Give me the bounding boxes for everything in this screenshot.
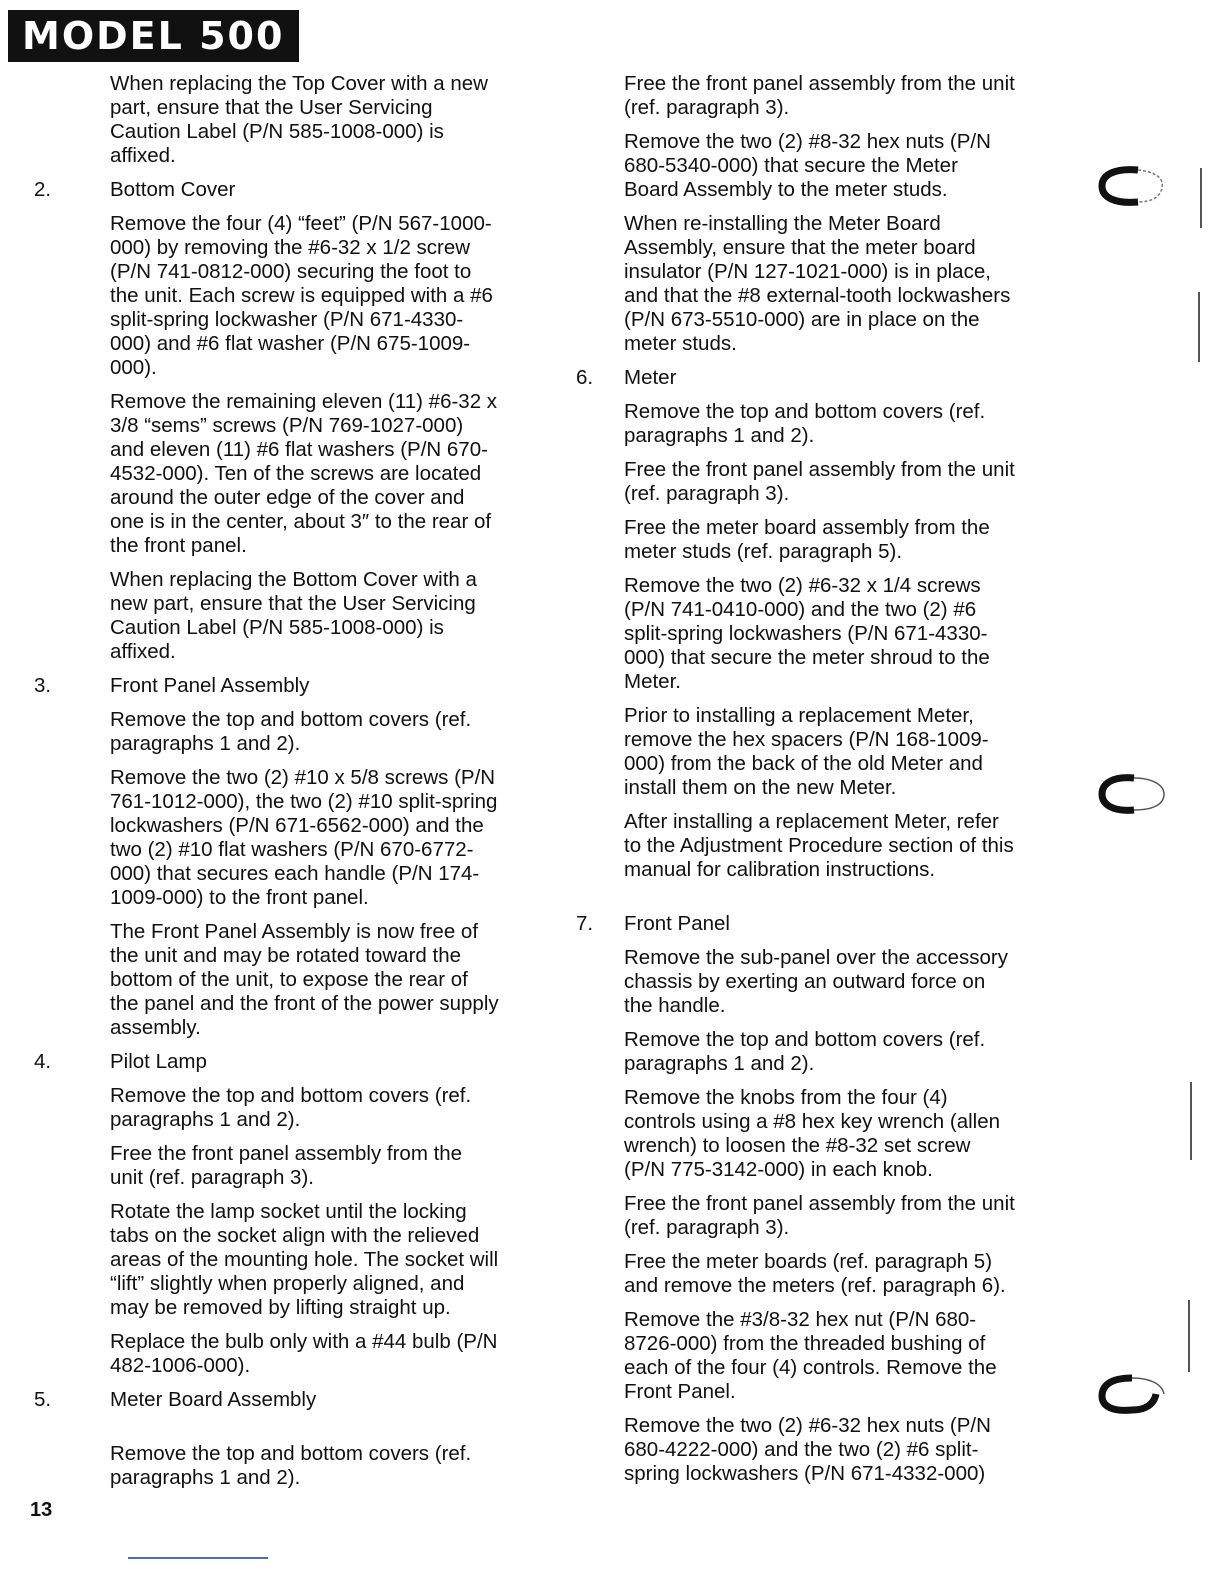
section-4-heading	[30, 1050, 500, 1074]
section-title: Meter Board Assembly	[110, 1388, 317, 1411]
paragraph: Remove the two (2) #6-32 x 1/4 screws (P/N 741-0410-000) and the two (2) #6 split-spring lockwashers (P/N 671-4330-000) that secure the meter shroud to the Meter.	[624, 574, 990, 693]
scan-mark	[1198, 292, 1200, 362]
section-5-heading	[30, 1388, 500, 1412]
paragraph: Free the front panel assembly from the unit (ref. paragraph 3).	[624, 1192, 1015, 1239]
paragraph: Prior to installing a replacement Meter, remove the hex spacers (P/N 168-1009-000) from the back of the old Meter and install them on the new Meter.	[624, 704, 989, 799]
paragraph: Rotate the lamp socket until the locking tabs on the socket align with the relieved areas of the mounting hole. The socket will “lift” slightly when properly aligned, and may be removed by lifting straight up.	[110, 1200, 499, 1319]
paragraph: Remove the two (2) #10 x 5/8 screws (P/N 761-1012-000), the two (2) #10 split-spring lockwashers (P/N 671-6562-000) and the two (2) #10 flat washers (P/N 670-6772-000) that secures each handle (P/N 174-1009-000) to the front panel.	[110, 766, 498, 909]
section-number: 3.	[34, 674, 52, 697]
paragraph: Free the front panel assembly from the unit (ref. paragraph 3).	[110, 1142, 463, 1189]
paragraph: Remove the two (2) #6-32 hex nuts (P/N 680-4222-000) and the two (2) #6 split-spring lockwashers (P/N 671-4332-000)	[624, 1414, 991, 1485]
section-number: 6.	[576, 366, 594, 389]
section-title: Front Panel Assembly	[110, 674, 310, 697]
section-number: 7.	[576, 912, 594, 935]
paragraph: Replace the bulb only with a #44 bulb (P/N 482-1006-000).	[110, 1330, 498, 1377]
scan-mark	[1188, 1300, 1190, 1372]
scan-mark	[1200, 168, 1202, 228]
paragraph: Remove the #3/8-32 hex nut (P/N 680-8726-000) from the threaded bushing of each of the four (4) controls. Remove the Front Panel.	[624, 1308, 997, 1403]
section-title: Bottom Cover	[110, 178, 236, 201]
paragraph: Remove the knobs from the four (4) controls using a #8 hex key wrench (allen wrench) to loosen the #8-32 set screw (P/N 775-3142-000) in each knob.	[624, 1086, 1001, 1181]
paragraph: Remove the two (2) #8-32 hex nuts (P/N 680-5340-000) that secure the Meter Board Assembly to the meter studs.	[624, 130, 991, 201]
paragraph: Free the front panel assembly from the unit (ref. paragraph 3).	[624, 458, 1015, 505]
paragraph: When re-installing the Meter Board Assembly, ensure that the meter board insulator (P/N 127-1021-000) is in place, and that the #8 external-tooth lockwashers (P/N 673-5510-000) are in place on the meter studs.	[624, 212, 1011, 355]
binder-hole-icon	[1098, 772, 1170, 816]
paragraph: Remove the top and bottom covers (ref. paragraphs 1 and 2).	[110, 1084, 472, 1131]
paragraph: The Front Panel Assembly is now free of the unit and may be rotated toward the bottom of the unit, to expose the rear of the panel and the front of the power supply assembly.	[110, 920, 499, 1039]
top-cover-note: When replacing the Top Cover with a new part, ensure that the User Servicing Caution Label (P/N 585-1008-000) is affixed.	[110, 72, 488, 167]
section-2-heading	[30, 178, 500, 202]
section-7-heading	[572, 912, 1017, 936]
section-title: Pilot Lamp	[110, 1050, 207, 1073]
left-column	[30, 72, 500, 1500]
scan-mark	[1190, 1082, 1192, 1160]
section-number: 4.	[34, 1050, 52, 1073]
section-3-heading	[30, 674, 500, 698]
paragraph: When replacing the Bottom Cover with a new part, ensure that the User Servicing Caution Label (P/N 585-1008-000) is affixed.	[110, 568, 477, 663]
paragraph: Free the meter board assembly from the meter studs (ref. paragraph 5).	[624, 516, 990, 563]
section-number: 5.	[34, 1388, 52, 1411]
paragraph: Remove the top and bottom covers (ref. paragraphs 1 and 2).	[110, 708, 472, 755]
section-title: Meter	[624, 366, 677, 389]
paragraph: After installing a replacement Meter, refer to the Adjustment Procedure section of this manual for calibration instructions.	[624, 810, 1014, 881]
paragraph: Remove the remaining eleven (11) #6-32 x 3/8 “sems” screws (P/N 769-1027-000) and eleven (11) #6 flat washers (P/N 670-4532-000). Ten of the screws are located around the outer edge of the cover and one is in the center, about 3″ to the rear of the front panel.	[110, 390, 498, 557]
section-title: Front Panel	[624, 912, 730, 935]
paragraph: Free the front panel assembly from the unit (ref. paragraph 3).	[624, 72, 1015, 119]
model-header	[8, 10, 299, 62]
paragraph: Remove the top and bottom covers (ref. paragraphs 1 and 2).	[110, 1442, 472, 1489]
footer-rule	[128, 1557, 268, 1559]
right-column	[572, 72, 1017, 1496]
section-number: 2.	[34, 178, 52, 201]
section-6-heading	[572, 366, 1017, 390]
paragraph: Remove the sub-panel over the accessory chassis by exerting an outward force on the handle.	[624, 946, 1009, 1017]
paragraph: Remove the four (4) “feet” (P/N 567-1000-000) by removing the #6-32 x 1/2 screw (P/N 741-0812-000) securing the foot to the unit. Each screw is equipped with a #6 split-spring lockwasher (P/N 671-4330-000) and #6 flat washer (P/N 675-1009-000).	[110, 212, 493, 379]
paragraph: Remove the top and bottom covers (ref. paragraphs 1 and 2).	[624, 1028, 986, 1075]
paragraph: Free the meter boards (ref. paragraph 5) and remove the meters (ref. paragraph 6).	[624, 1250, 1006, 1297]
binder-hole-icon	[1098, 1372, 1170, 1416]
page-number: 13	[30, 1499, 53, 1521]
paragraph: Remove the top and bottom covers (ref. paragraphs 1 and 2).	[624, 400, 986, 447]
binder-hole-icon	[1098, 164, 1170, 208]
model-title: MODEL 500	[22, 14, 285, 58]
